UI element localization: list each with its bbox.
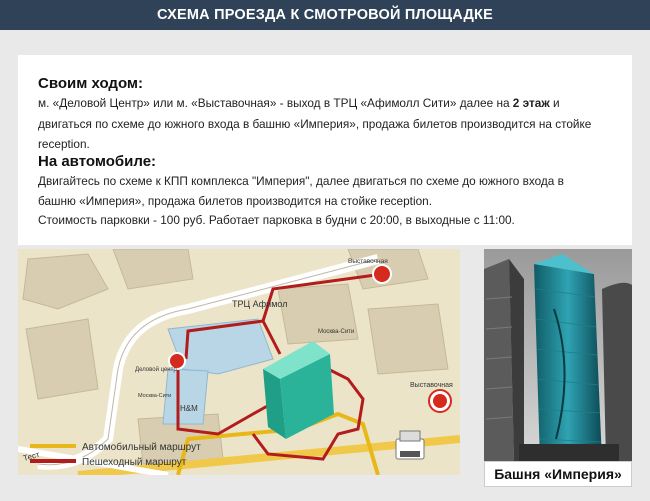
map-label-tests: Тест bbox=[22, 449, 41, 463]
map-label-moscow-city: Москва-Сити bbox=[138, 393, 172, 399]
walking-line-1-text-a: м. «Деловой Центр» или м. «Выставочная» - выход в ТРЦ «Афимолл Сити» далее на bbox=[38, 96, 513, 110]
map-label-mall: ТРЦ Афимол bbox=[232, 299, 288, 309]
map-label-station: Москва-Сити bbox=[318, 329, 355, 335]
walking-line-1-text-b: и bbox=[549, 96, 560, 110]
tower-photo bbox=[484, 249, 632, 461]
walking-line-1 bbox=[38, 93, 618, 114]
legend-walk-label: Пешеходный маршрут bbox=[82, 457, 187, 468]
page-title: СХЕМА ПРОЕЗДА К СМОТРОВОЙ ПЛОЩАДКЕ bbox=[157, 7, 493, 23]
map-label-vystavochnaya-2: Выставочная bbox=[410, 382, 453, 389]
map-label-vystavochnaya: Выставочная bbox=[348, 258, 388, 265]
car-line-3: Стоимость парковки - 100 руб. Работает парковка в будни с 20:00, в выходные с 11:00. bbox=[38, 213, 515, 227]
route-map bbox=[18, 249, 460, 475]
car-line-1: Двигайтесь по схеме к КПП комплекса "Империя", далее двигаться по схеме до южного входа в bbox=[38, 174, 564, 188]
car-line-2: башню «Империя», продажа билетов производится на стойке reception. bbox=[38, 194, 432, 208]
directions-box bbox=[18, 55, 632, 245]
route-map-svg bbox=[18, 249, 460, 475]
tower-photo-caption: Башня «Империя» bbox=[484, 461, 632, 487]
walking-line-1-bold: 2 этаж bbox=[512, 96, 550, 110]
page-header bbox=[0, 0, 650, 30]
walking-line-3: reception. bbox=[38, 137, 90, 151]
map-label-hm: H&M bbox=[180, 404, 198, 413]
walking-line-2: двигаться по схеме до южного входа в башню «Империя», продажа билетов производится на стойке bbox=[38, 117, 592, 131]
legend-car-label: Автомобильный маршрут bbox=[82, 442, 201, 453]
tower-photo-svg bbox=[484, 249, 632, 461]
walking-heading: Своим ходом: bbox=[38, 75, 144, 92]
car-heading: На автомобиле: bbox=[38, 153, 157, 170]
map-label-delovoy: Деловой центр bbox=[135, 367, 177, 373]
